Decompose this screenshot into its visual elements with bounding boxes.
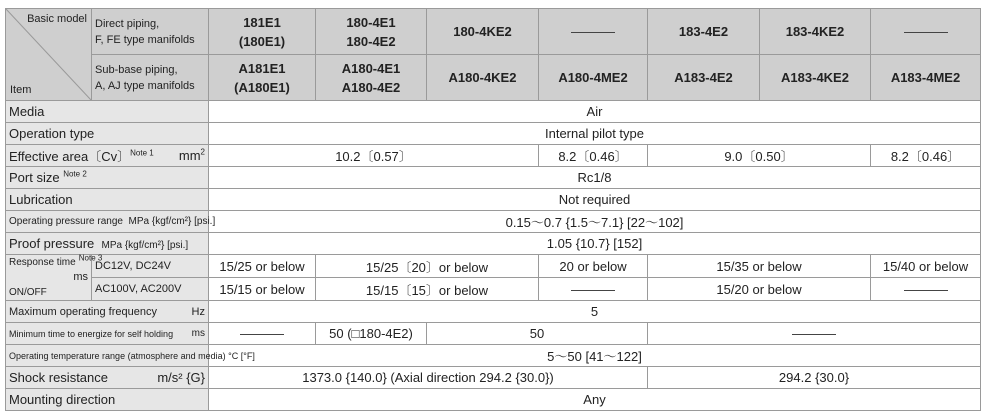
model-180-4E2-text: 180-4E2	[346, 33, 396, 49]
temp-unit: °C [°F]	[228, 350, 255, 361]
proof-label: Proof pressure	[9, 236, 95, 251]
response-ac-4: 15/20 or below	[648, 278, 871, 301]
effective-area-unit	[179, 148, 205, 163]
value-effective-2: 8.2〔0.46〕	[539, 145, 648, 167]
dash-mark	[904, 32, 948, 33]
value-proof-pressure: 1.05 {10.7} [152]	[209, 233, 981, 255]
row-label-proof-pressure	[6, 233, 209, 255]
direct-piping-label	[92, 9, 209, 55]
model-direct-none-1	[539, 9, 648, 55]
row-label-port-size	[6, 167, 209, 189]
value-port-size: Rc1/8	[209, 167, 981, 189]
value-shock-1: 1373.0 {140.0} (Axial direction 294.2 {30.0})	[209, 367, 648, 389]
value-temperature: 5〜50 [41〜122]	[209, 345, 981, 367]
response-line1	[9, 253, 103, 270]
model-A183-4ME2: A183-4ME2	[871, 55, 981, 101]
direct-piping-line1: Direct piping,	[95, 17, 160, 30]
response-dc-2: 15/25〔20〕or below	[316, 255, 539, 278]
op-pressure-unit: MPa {kgf/cm²} [psi.]	[128, 216, 216, 227]
value-operation: Internal pilot type	[209, 123, 981, 145]
value-effective-4: 8.2〔0.46〕	[871, 145, 981, 167]
note-1: Note 1	[130, 148, 154, 158]
response-unit-line	[9, 270, 88, 285]
row-label-max-frequency	[6, 301, 209, 323]
subbase-line2: A, AJ type manifolds	[95, 79, 195, 92]
response-onoff: ON/OFF	[9, 287, 47, 298]
value-effective-1: 10.2〔0.57〕	[209, 145, 539, 167]
dash-mark	[904, 290, 948, 291]
min-energize-pair	[9, 328, 205, 339]
response-label: Response time	[9, 257, 76, 268]
model-180-4E1	[316, 9, 427, 55]
note-3: Note 3	[78, 253, 103, 263]
response-ac-1: 15/15 or below	[209, 278, 316, 301]
response-dc-4: 15/35 or below	[648, 255, 871, 278]
min-energize-1	[209, 323, 316, 345]
model-180-4E1-text: 180-4E1	[346, 14, 396, 30]
model-A183-4E2: A183-4E2	[648, 55, 760, 101]
effective-area-text	[9, 146, 154, 165]
op-pressure-label: Operating pressure range	[9, 216, 123, 227]
response-dc-3: 20 or below	[539, 255, 648, 278]
max-freq-unit: Hz	[191, 305, 205, 318]
response-dc-label: DC12V, DC24V	[92, 255, 209, 278]
value-max-frequency: 5	[209, 301, 981, 323]
min-energize-4	[648, 323, 981, 345]
response-dc-5: 15/40 or below	[871, 255, 981, 278]
row-label-response-time	[6, 253, 103, 301]
response-ac-label: AC100V, AC200V	[92, 278, 209, 301]
value-shock-2: 294.2 {30.0}	[648, 367, 981, 389]
model-A180-4KE2: A180-4KE2	[427, 55, 539, 101]
dash-mark	[571, 32, 615, 33]
model-A180-4E2-text: A180-4E2	[341, 79, 401, 95]
row-label-min-energize	[6, 323, 209, 345]
row-label-mounting: Mounting direction	[6, 389, 209, 411]
model-A180-4E1	[316, 55, 427, 101]
row-label-operating-pressure	[6, 211, 216, 233]
response-unit: ms	[73, 271, 88, 283]
port-size-label: Port size	[9, 170, 60, 185]
max-frequency-pair	[9, 306, 205, 318]
dash-mark	[792, 334, 836, 335]
model-A183-4KE2: A183-4KE2	[760, 55, 871, 101]
row-label-temperature	[6, 345, 255, 367]
model-A180-4ME2: A180-4ME2	[539, 55, 648, 101]
response-ac-5	[871, 278, 981, 301]
unit-sup: 2	[200, 147, 205, 157]
effective-area-pair	[9, 146, 205, 165]
model-181E1-text: 181E1	[243, 14, 281, 30]
row-label-operation: Operation type	[6, 123, 209, 145]
response-dc-1: 15/25 or below	[209, 255, 316, 278]
model-A181E1-text: A181E1	[238, 60, 286, 76]
note-2: Note 2	[63, 169, 87, 179]
subbase-piping-label	[92, 55, 209, 101]
unit-mm: mm	[178, 148, 201, 163]
response-ac-2: 15/15〔15〕or below	[316, 278, 539, 301]
model-183-4KE2: 183-4KE2	[760, 9, 871, 55]
basic-model-label: Basic model	[27, 13, 87, 25]
model-direct-none-2	[871, 9, 981, 55]
min-energize-3: 50	[427, 323, 648, 345]
response-ac-3	[539, 278, 648, 301]
item-label: Item	[10, 84, 32, 96]
value-effective-3: 9.0〔0.50〕	[648, 145, 871, 167]
dash-mark	[571, 290, 615, 291]
header-corner-cell	[6, 9, 92, 101]
value-lubrication: Not required	[209, 189, 981, 211]
effective-area-label: Effective area〔Cv〕	[9, 149, 131, 164]
value-operating-pressure: 0.15〜0.7 {1.5〜7.1} [22〜102]	[209, 211, 981, 233]
model-A181E1	[209, 55, 316, 101]
max-freq-label: Maximum operating frequency	[9, 305, 157, 318]
model-A180E1-text: (A180E1)	[234, 79, 290, 95]
subbase-line1: Sub-base piping,	[95, 63, 178, 76]
min-time-unit: ms	[191, 328, 205, 339]
spec-table	[5, 8, 981, 411]
min-energize-2: 50 (□180-4E2)	[316, 323, 427, 345]
shock-pair	[9, 370, 205, 385]
row-label-effective-area	[6, 145, 209, 167]
row-label-media: Media	[6, 101, 209, 123]
model-180E1-text: (180E1)	[238, 33, 286, 49]
dash-mark	[240, 334, 284, 335]
model-180-4KE2: 180-4KE2	[427, 9, 539, 55]
model-181E1	[209, 9, 316, 55]
value-mounting: Any	[209, 389, 981, 411]
shock-label: Shock resistance	[9, 370, 108, 385]
direct-piping-line2: F, FE type manifolds	[95, 33, 195, 46]
model-A180-4E1-text: A180-4E1	[341, 60, 401, 76]
min-time-label: Minimum time to energize for self holding	[9, 328, 174, 339]
row-label-shock	[6, 367, 209, 389]
row-label-lubrication: Lubrication	[6, 189, 209, 211]
value-media: Air	[209, 101, 981, 123]
shock-unit: m/s² {G}	[157, 370, 205, 385]
temp-label: Operating temperature range (atmosphere and media)	[9, 350, 226, 361]
proof-unit: MPa {kgf/cm²} [psi.]	[101, 240, 189, 251]
model-183-4E2: 183-4E2	[648, 9, 760, 55]
